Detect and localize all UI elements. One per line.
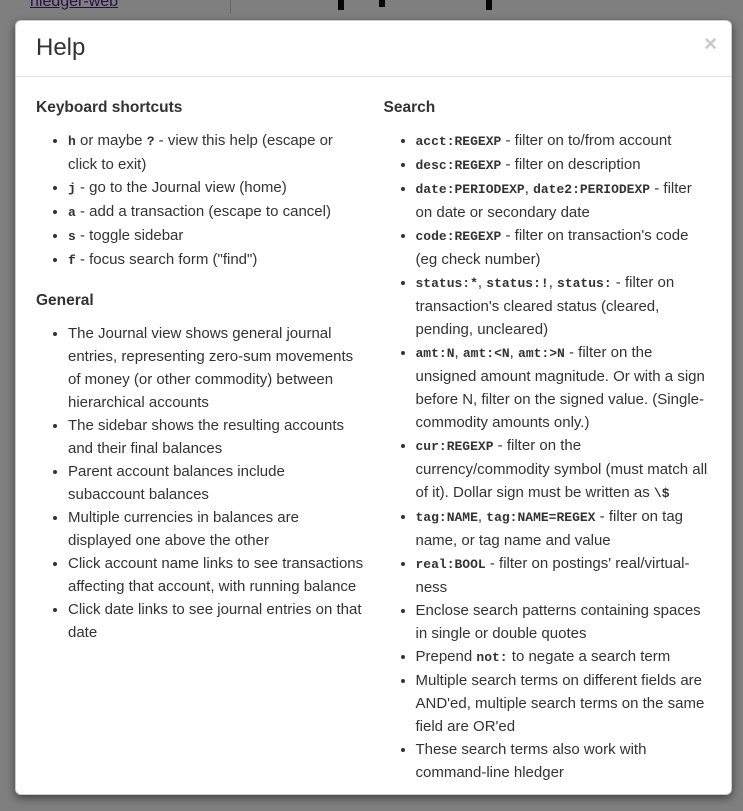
code-term: status:! <box>486 275 549 291</box>
text-segment: - filter on tag name, or tag name and value <box>415 507 684 549</box>
list-item <box>68 176 364 200</box>
list-item <box>68 506 364 552</box>
text-segment: - filter on postings' real/virtual-ness <box>415 554 690 596</box>
text-segment: - filter on to/from account <box>501 131 672 149</box>
list-item <box>416 341 712 434</box>
list-item <box>68 200 364 224</box>
list-item <box>416 552 712 599</box>
code-term: j <box>68 180 76 196</box>
text-segment: - focus search form ("find") <box>75 250 258 268</box>
text-segment: Prepend <box>415 647 477 665</box>
text-segment: - filter on the unsigned amount magnitude. Or with a sign before N, filter on the signed value. (Single-commodity amounts only.) <box>415 343 705 431</box>
text-segment: - filter on date or secondary date <box>415 179 692 221</box>
text-segment: , <box>454 343 463 361</box>
text-segment: - filter on the currency/commodity symbol (must match all of it). Dollar sign must be written as <box>415 436 708 501</box>
section-heading-keyboard-shortcuts: Keyboard shortcuts <box>36 98 183 116</box>
text-segment: , <box>548 273 558 291</box>
text-segment: Click date links to see journal entries on that date <box>68 600 362 641</box>
code-term: tag:NAME <box>415 509 478 525</box>
modal-title: Help <box>36 34 86 61</box>
list-item <box>68 248 364 272</box>
list-item <box>416 669 712 738</box>
code-term: date2:PERIODEXP <box>533 181 651 197</box>
text-segment: Parent account balances include subaccount balances <box>68 462 285 503</box>
list-item <box>416 271 712 341</box>
text-segment: - view this help (escape or click to exit) <box>68 131 333 173</box>
list-item <box>68 224 364 248</box>
code-term: amt:>N <box>518 345 565 361</box>
text-segment: Multiple search terms on different fields are AND'ed, multiple search terms on the same field are OR'ed <box>415 671 705 735</box>
section-heading-general: General <box>36 291 94 309</box>
modal-body <box>16 77 731 795</box>
code-term: \$ <box>653 485 670 501</box>
list-item <box>68 129 364 176</box>
text-segment: , <box>477 273 487 291</box>
text-segment: to negate a search term <box>507 647 671 665</box>
section-heading-search: Search <box>383 98 436 116</box>
text-segment: , <box>477 507 487 525</box>
keyboard-shortcuts-list <box>36 129 364 272</box>
list-item <box>416 738 712 784</box>
code-term: f <box>68 252 76 268</box>
code-term: code:REGEXP <box>415 228 502 244</box>
text-segment: - add a transaction (escape to cancel) <box>75 202 331 220</box>
text-segment: Enclose search patterns containing spaces in single or double quotes <box>415 601 701 642</box>
list-item <box>416 224 712 271</box>
list-item <box>68 598 364 644</box>
code-term: s <box>68 228 76 244</box>
list-item <box>416 153 712 177</box>
text-segment: , <box>509 343 519 361</box>
code-term: status: <box>557 275 612 291</box>
text-segment: - filter on description <box>501 155 641 173</box>
list-item <box>416 645 712 669</box>
close-icon[interactable]: × <box>704 31 717 56</box>
list-item <box>416 129 712 153</box>
text-segment: The Journal view shows general journal entries, representing zero-sum movements of money (or other commodity) between hierarchical accounts <box>68 324 354 411</box>
left-column <box>36 87 364 795</box>
code-term: desc:REGEXP <box>415 157 502 173</box>
code-term: date:PERIODEXP <box>415 181 525 197</box>
search-list <box>384 129 712 784</box>
code-term: not: <box>476 649 508 665</box>
list-item <box>68 552 364 598</box>
text-segment: or maybe <box>75 131 147 149</box>
list-item <box>416 505 712 552</box>
general-list <box>36 322 364 644</box>
right-column <box>384 87 712 795</box>
code-term: status:* <box>415 275 478 291</box>
list-item <box>68 460 364 506</box>
text-segment: , <box>524 179 534 197</box>
text-segment: - filter on transaction's code (eg check number) <box>415 226 689 268</box>
code-term: amt:<N <box>462 345 510 361</box>
list-item <box>416 434 712 505</box>
text-segment: - go to the Journal view (home) <box>75 178 287 196</box>
code-term: a <box>68 204 76 220</box>
text-segment: Multiple currencies in balances are displayed one above the other <box>68 508 299 549</box>
help-modal <box>15 20 732 795</box>
text-segment: The sidebar shows the resulting accounts and their final balances <box>68 416 344 457</box>
modal-header <box>16 21 731 77</box>
code-term: tag:NAME=REGEX <box>486 509 596 525</box>
text-segment: These search terms also work with command-line hledger <box>415 740 647 781</box>
text-segment: Click account name links to see transactions affecting that account, with running balance <box>68 554 364 595</box>
code-term: cur:REGEXP <box>415 438 494 454</box>
code-term: h <box>68 133 76 149</box>
text-segment: - filter on transaction's cleared status (cleared, pending, uncleared) <box>415 273 675 338</box>
code-term: acct:REGEXP <box>415 133 502 149</box>
list-item <box>68 322 364 414</box>
code-term: ? <box>146 133 155 149</box>
list-item <box>416 599 712 645</box>
list-item <box>68 414 364 460</box>
code-term: real:BOOL <box>415 556 486 572</box>
code-term: amt:N <box>415 345 455 361</box>
list-item <box>416 177 712 224</box>
text-segment: - toggle sidebar <box>75 226 184 244</box>
